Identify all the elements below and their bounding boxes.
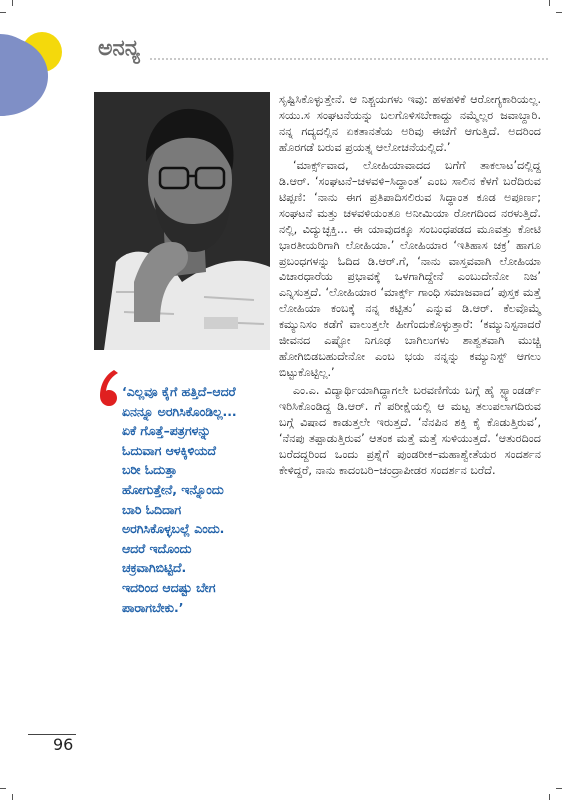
crop-mark-bottom-right-h	[556, 788, 562, 789]
pull-quote-line: ಅರಗಿಸಿಕೊಳ್ಳಬಲ್ಲೆ ಎಂದು.	[122, 521, 225, 537]
pull-quote-line: ಬರೀ ಓದುತ್ತಾ	[122, 462, 178, 478]
pull-quote-line: ಇದರಿಂದ ಆದಷ್ಟು ಬೇಗ	[122, 579, 216, 595]
header-decoration-circles	[0, 30, 88, 118]
quote-mark-icon	[98, 368, 120, 408]
crop-mark-top-right-h	[556, 12, 562, 13]
crop-mark-top-right	[549, 0, 550, 6]
crop-mark-top-left	[12, 0, 13, 6]
crop-mark-bottom-right	[549, 794, 550, 800]
body-paragraph: ‘ಮಾರ್ಕ್ಸ್‌ವಾದ, ಲೋಹಿಯಾವಾದದ ಬಗೆಗೆ ತಾಕಲಾಟ’ದಲ್ಲಿದ್ದ ಡಿ.ಆರ್. ‘ಸಂಘಟನೆ–ಚಳವಳಿ–ಸಿದ್ಧಾಂತ’ ಎಂಬ ಸಾಲಿನ ಕೆಳಗೆ ಬರೆದಿರುವ ಟಿಪ್ಪಣಿ: ‘ನಾನು ಈಗ ಪ್ರತಿಪಾದಿಸಲಿರುವ ಸಿದ್ಧಾಂತ ಕೂಡ ಅಪೂರ್ಣ; ಸಂಘಟನೆ ಮತ್ತು ಚಳವಳಿಯಂತೂ ಅನೀಮಿಯಾ ರೋಗದಿಂದ ನರಳುತ್ತಿದೆ. ನಲ್ಲಿ, ವಿದ್ಯುಚ್ಛಕ್ತಿ... ಈ ಯಾವುದಕ್ಕೂ ಸಂಬಂಧಪಡದ ಮೂವತ್ತು ಕೋಟಿ ಭಾರತೀಯರಿಗಾಗಿ ಲೋಹಿಯಾ.’ ಲೋಹಿಯಾರ ‘ಇತಿಹಾಸ ಚಕ್ರ’ ಹಾಗೂ ಪ್ರಬಂಧಗಳನ್ನು ಓದಿದ ಡಿ.ಆರ್.ಗೆ, ‘ನಾನು ವಾಸ್ತವವಾಗಿ ಲೋಹಿಯಾ ವಿಚಾರಧಾರೆಯ ಪ್ರಭಾವಕ್ಕೆ ಒಳಗಾಗಿದ್ದೇನೆ ಎಂಬುದೇನೋ ನಿಜ’ ಎನ್ನಿಸುತ್ತದೆ. ‘ಲೋಹಿಯಾರ ‘ಮಾರ್ಕ್ಸ್ ಗಾಂಧಿ ಸಮಾಜವಾದ’ ಪುಸ್ತಕ ಮತ್ತೆ ಲೋಹಿಯಾ ಕಂಬಕ್ಕೆ ನನ್ನ ಕಟ್ಟಿತು’ ಎನ್ನುವ ಡಿ.ಆರ್. ಕೆಲವೊಮ್ಮೆ ಕಮ್ಯುನಿಸಂ ಕಡೆಗೆ ವಾಲುತ್ತಲೇ ಹೀಗೆಂದುಕೊಳ್ಳುತ್ತಾರೆ: ‘ಕಮ್ಯುನಿಸ್ಟನಾದರೆ ಜೀವನದ ಎಷ್ಟೋ ನಿಗೂಢ ಬಾಗಿಲುಗಳು ಶಾಶ್ವತವಾಗಿ ಮುಚ್ಚಿ ಹೋಗಿಬಿಡಬಹುದೇನೋ ಎಂಬ ಭಯ ನನ್ನನ್ನು ಕಮ್ಯುನಿಸ್ಟ್ ಆಗಲು ಬಿಟ್ಟುಕೊಟ್ಟಿಲ್ಲ.’	[279, 158, 541, 380]
pull-quote-line: ಏಕೆ ಗೊತ್ತೆ–ಪತ್ರಗಳನ್ನು	[122, 423, 211, 439]
pull-quote-line: ಚಕ್ರವಾಗಿಬಿಟ್ಟಿದೆ.	[122, 560, 187, 576]
body-paragraph: ಸೃಷ್ಟಿಸಿಕೊಳ್ಳುತ್ತೇನೆ. ಆ ನಿಶ್ಚಯಗಳು ಇವು: ಹಳಹಳಿಕೆ ಆರೋಗ್ಯಕಾರಿಯಲ್ಲ. ಸಯು.ಸ ಸಂಘಟನೆಯನ್ನು ಬಲಗೊಳಿಸಬೇಕಾದ್ದು ನಮ್ಮೆಲ್ಲರ ಜವಾಬ್ದಾರಿ. ನನ್ನ ಗದ್ಯದಲ್ಲಿನ ಏಕತಾನತೆಯ ಅರಿವು ಈಚೆಗೆ ಆಗುತ್ತಿದೆ. ಅದರಿಂದ ಹೊರಗಡೆ ಬರುವ ಪ್ರಯತ್ನ ಆಲೋಚನೆಯಲ್ಲಿದೆ.’	[279, 93, 541, 154]
crop-mark-top-left-h	[0, 12, 6, 13]
crop-mark-bottom-left	[12, 794, 13, 800]
portrait-photo-icon	[94, 92, 270, 350]
body-text-column	[279, 92, 541, 479]
pull-quote-line: ಏನನ್ನೂ ಅರಗಿಸಿಕೊಂಡಿಲ್ಲ...	[122, 403, 237, 419]
section-title: ಅನನ್ಯ	[98, 36, 140, 61]
header-dotted-rule	[150, 58, 548, 60]
author-portrait	[94, 92, 270, 350]
pull-quote	[122, 382, 282, 617]
page-number: 96	[53, 735, 74, 754]
pull-quote-line: ಆದರೆ ಇದೊಂದು	[122, 540, 192, 556]
pull-quote-line: ಬಾರಿ ಓದಿದಾಗ	[122, 501, 182, 517]
pull-quote-line: ಪಾರಾಗಬೇಕು.’	[122, 599, 184, 615]
pull-quote-line: ‘ಎಲ್ಲವೂ ಕೈಗೆ ಹತ್ತಿದೆ–ಆದರೆ	[122, 384, 236, 399]
body-paragraph: ಎಂ.ಎ. ವಿದ್ಯಾರ್ಥಿಯಾಗಿದ್ದಾಗಲೇ ಬರವಣಿಗೆಯ ಬಗ್ಗೆ ಹೈ ಸ್ಟ್ಯಾಂಡರ್ಡ್ ಇರಿಸಿಕೊಂಡಿದ್ದ ಡಿ.ಆರ್. ಗೆ ಪರೀಕ್ಷೆಯಲ್ಲಿ ಆ ಮಟ್ಟ ತಲುಪಲಾಗದಿರುವ ಬಗ್ಗೆ ವಿಷಾದ ಕಾಡುತ್ತಲೇ ಇರುತ್ತದೆ. ‘ನೆನಪಿನ ಶಕ್ತಿ ಕೈ ಕೊಡುತ್ತಿರುವ’, ‘ನೆನಪು ತಪ್ಪಾಡುತ್ತಿರುವ’ ಆತಂಕ ಮತ್ತೆ ಮತ್ತೆ ಸುಳಿಯುತ್ತದೆ. ‘ಆತುರದಿಂದ ಬರೆದದ್ದರಿಂದ ಒಂದು ಪ್ರಶ್ನೆಗೆ ಪುಂಡರೀಕ–ಮಹಾಶ್ವೇತೆಯರ ಸಂದರ್ಶನ ಕೇಳಿದ್ದರೆ, ನಾನು ಕಾದಂಬರಿ–ಚಂದ್ರಾಪೀಡರ ಸಂದರ್ಶನ ಬರೆದೆ.	[279, 384, 541, 477]
pull-quote-line: ಓದುವಾಗ ಆಳಕ್ಕಿಳಿಯದೆ	[122, 442, 217, 458]
pull-quote-line: ಹೋಗುತ್ತೇನೆ, ಇನ್ನೊಂದು	[122, 481, 224, 497]
crop-mark-bottom-left-h	[0, 788, 6, 789]
